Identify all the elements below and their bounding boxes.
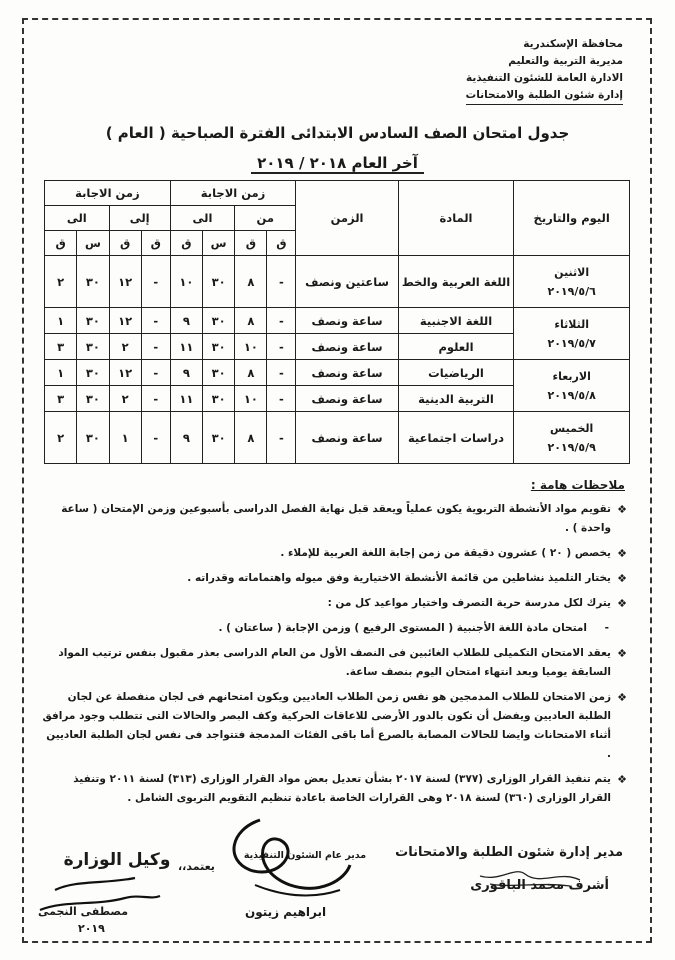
time-cell: ١١ [170, 334, 202, 360]
note-text: يعقد الامتحان التكميلى للطلاب الغائبين فى النصف الأول من العام الدراسى بعذر مقبول بنفس ترتيب المواد السابقة يوميا وبعد انتهاء امتحان اليوم بنصف ساعة. [58, 647, 611, 678]
duration-cell: ساعة ونصف [296, 360, 398, 386]
header-unit: ق [235, 231, 267, 256]
day-name: الثلاثاء [554, 317, 589, 331]
time-cell: - [267, 334, 296, 360]
day-date: ٢٠١٩/٥/٨ [547, 388, 596, 402]
note-subitem [40, 619, 627, 638]
time-cell: ١٢ [109, 360, 141, 386]
time-cell: ٣ [45, 386, 77, 412]
header-answer-time-2: زمن الاجابة [45, 181, 171, 206]
note-item [40, 594, 627, 613]
time-cell: ٣٠ [202, 256, 234, 308]
header-unit: ق [45, 231, 77, 256]
dash-marker: - [604, 622, 609, 634]
time-cell: ٣٠ [202, 334, 234, 360]
day-name: الخميس [550, 421, 594, 435]
header-admin: الادارة العامة للشئون التنفيذية [466, 72, 623, 84]
header-to: إلى [109, 206, 170, 231]
time-cell: ١٢ [109, 256, 141, 308]
time-cell: ٣٠ [77, 386, 109, 412]
day-date: ٢٠١٩/٥/٩ [547, 440, 596, 454]
document-subtitle [40, 154, 635, 172]
time-cell: ٢ [109, 334, 141, 360]
note-text: زمن الامتحان للطلاب المدمجين هو نفس زمن الطلاب العاديين ويكون امتحانهم فى لجان منفصلة عن لجان الطلبة العاديين ويفضل أن تكون بالدور الأرضى للاعاقات الحركية وكف البصر والحالات التى تتطلب وجود مرافق أثناء الامتحانات وايضا للحالات المصابة بالصرع أما باقى الفئات المدمجة فتتواجد فى نفس لجان الطلبة العاديين . [42, 691, 611, 760]
header-department: إدارة شئون الطلبة والامتحانات [466, 87, 623, 105]
approved-label: يعتمد،، [178, 860, 215, 873]
general-manager-name: ابراهيم زيتون [245, 905, 327, 919]
header-unit: ق [267, 231, 296, 256]
header-to: الى [170, 206, 235, 231]
time-cell: ١ [45, 360, 77, 386]
bullet-icon: ❖ [617, 503, 627, 516]
header-directorate: مديرية التربية والتعليم [508, 55, 623, 67]
note-item [40, 544, 627, 563]
exam-schedule-table [44, 180, 630, 464]
note-item [40, 770, 627, 808]
header-unit: س [77, 231, 109, 256]
time-cell: ٣٠ [77, 360, 109, 386]
time-cell: ٣٠ [202, 360, 234, 386]
time-cell: ١٠ [235, 334, 267, 360]
time-cell: - [267, 412, 296, 464]
header-to: الى [45, 206, 110, 231]
subject-cell: الرياضيات [398, 360, 514, 386]
subject-cell: العلوم [398, 334, 514, 360]
time-cell: ٣٠ [202, 386, 234, 412]
day-cell [514, 308, 630, 360]
time-cell: ٨ [235, 256, 267, 308]
header-governorate: محافظة الإسكندرية [523, 38, 623, 50]
header-unit: ق [170, 231, 202, 256]
note-text: يخصص ( ٢٠ ) عشرون دقيقة من زمن إجابة اللغة العربية للإملاء . [280, 547, 611, 559]
note-text: يختار التلميذ نشاطين من قائمة الأنشطة الاختيارية وفق ميوله واهتماماته وقدراته . [187, 572, 611, 584]
day-cell [514, 360, 630, 412]
day-date: ٢٠١٩/٥/٦ [547, 284, 596, 298]
subject-cell: اللغة الاجنبية [398, 308, 514, 334]
header-unit: س [202, 231, 234, 256]
time-cell: ٨ [235, 308, 267, 334]
time-cell: ١٢ [109, 308, 141, 334]
notes-list [40, 500, 627, 814]
subject-cell: دراسات اجتماعية [398, 412, 514, 464]
director-name: أشرف محمد الباقورى [470, 878, 609, 893]
table-row [45, 308, 630, 334]
time-cell: ٢ [45, 412, 77, 464]
table-row [45, 256, 630, 308]
time-cell: ٩ [170, 360, 202, 386]
time-cell: - [141, 308, 170, 334]
time-cell: ١٠ [170, 256, 202, 308]
header-unit: ق [141, 231, 170, 256]
time-cell: ٢ [109, 386, 141, 412]
time-cell: ٣٠ [77, 256, 109, 308]
time-cell: ٣٠ [202, 308, 234, 334]
time-cell: ٨ [235, 360, 267, 386]
note-item [40, 569, 627, 588]
header-duration: الزمن [296, 181, 398, 256]
header-answer-time-1: زمن الاجابة [170, 181, 296, 206]
duration-cell: ساعة ونصف [296, 412, 398, 464]
time-cell: - [267, 256, 296, 308]
table-header-row [45, 181, 630, 206]
duration-cell: ساعة ونصف [296, 308, 398, 334]
time-cell: ١ [45, 308, 77, 334]
deputy-signature-year: ٢٠١٩ [78, 922, 105, 935]
time-cell: - [267, 308, 296, 334]
time-cell: - [141, 386, 170, 412]
time-cell: - [141, 360, 170, 386]
subject-cell: اللغة العربية والخط [398, 256, 514, 308]
subject-cell: التربية الدينية [398, 386, 514, 412]
day-name: الاثنين [554, 265, 590, 279]
time-cell: ١٠ [235, 386, 267, 412]
time-cell: ٣٠ [77, 308, 109, 334]
time-cell: ٨ [235, 412, 267, 464]
bullet-icon: ❖ [617, 773, 627, 786]
bullet-icon: ❖ [617, 647, 627, 660]
time-cell: ٢ [45, 256, 77, 308]
deputy-minister-name: مصطفى النجمى [38, 905, 129, 918]
duration-cell: ساعة ونصف [296, 334, 398, 360]
bullet-icon: ❖ [617, 547, 627, 560]
duration-cell: ساعتين ونصف [296, 256, 398, 308]
time-cell: - [267, 360, 296, 386]
notes-title: ملاحظات هامة : [530, 478, 625, 492]
time-cell: - [141, 256, 170, 308]
general-manager-title: مدير عام الشئون التنفيذية [243, 850, 367, 861]
header-subject: المادة [398, 181, 514, 256]
day-cell [514, 412, 630, 464]
note-text: تقويم مواد الأنشطة التربوية يكون عملياً ويعقد قبل نهاية الفصل الدراسى بأسبوعين وزمن الإمتحان ( ساعة واحدة ) . [61, 503, 611, 534]
table-row [45, 412, 630, 464]
note-item [40, 500, 627, 538]
general-manager-signature [220, 810, 360, 910]
header-unit: ق [109, 231, 141, 256]
time-cell: ٣٠ [202, 412, 234, 464]
time-cell: ٣ [45, 334, 77, 360]
time-cell: ٣٠ [77, 412, 109, 464]
note-text: يترك لكل مدرسة حرية التصرف واختيار مواعيد كل من : [327, 597, 611, 609]
day-date: ٢٠١٩/٥/٧ [547, 336, 596, 350]
time-cell: ٩ [170, 308, 202, 334]
day-name: الاربعاء [552, 369, 591, 383]
time-cell: - [267, 386, 296, 412]
time-cell: ٩ [170, 412, 202, 464]
note-item [40, 688, 627, 764]
note-text: يتم تنفيذ القرار الوزارى (٣٧٧) لسنة ٢٠١٧ بشأن تعديل بعض مواد القرار الوزارى (٣١٣) لسنة ٢٠١١ وتنفيذ القرار الوزارى (٣٦٠) لسنة ٢٠١٨ وهى القرارات الخاصة باعادة تنظيم التقويم التربوى الشامل . [73, 773, 611, 804]
time-cell: - [141, 412, 170, 464]
bullet-icon: ❖ [617, 691, 627, 704]
time-cell: ١١ [170, 386, 202, 412]
deputy-minister-title: وكيل الوزارة [63, 850, 171, 870]
director-title: مدير إدارة شئون الطلبة والامتحانات [395, 845, 623, 860]
academic-year: آخر العام ٢٠١٨ / ٢٠١٩ [251, 154, 424, 174]
letterhead [453, 36, 623, 105]
time-cell: ١ [109, 412, 141, 464]
header-day-date: اليوم والتاريخ [514, 181, 630, 256]
time-cell: ٣٠ [77, 334, 109, 360]
table-row [45, 360, 630, 386]
bullet-icon: ❖ [617, 572, 627, 585]
day-cell [514, 256, 630, 308]
document-title: جدول امتحان الصف السادس الابتدائى الفترة الصباحية ( العام ) [105, 124, 570, 142]
header-from: من [235, 206, 296, 231]
time-cell: - [141, 334, 170, 360]
bullet-icon: ❖ [617, 597, 627, 610]
duration-cell: ساعة ونصف [296, 386, 398, 412]
subitem-text: امتحان مادة اللغة الأجنبية ( المستوى الرفيع ) وزمن الإجابة ( ساعتان ) . [218, 622, 587, 634]
note-item [40, 644, 627, 682]
